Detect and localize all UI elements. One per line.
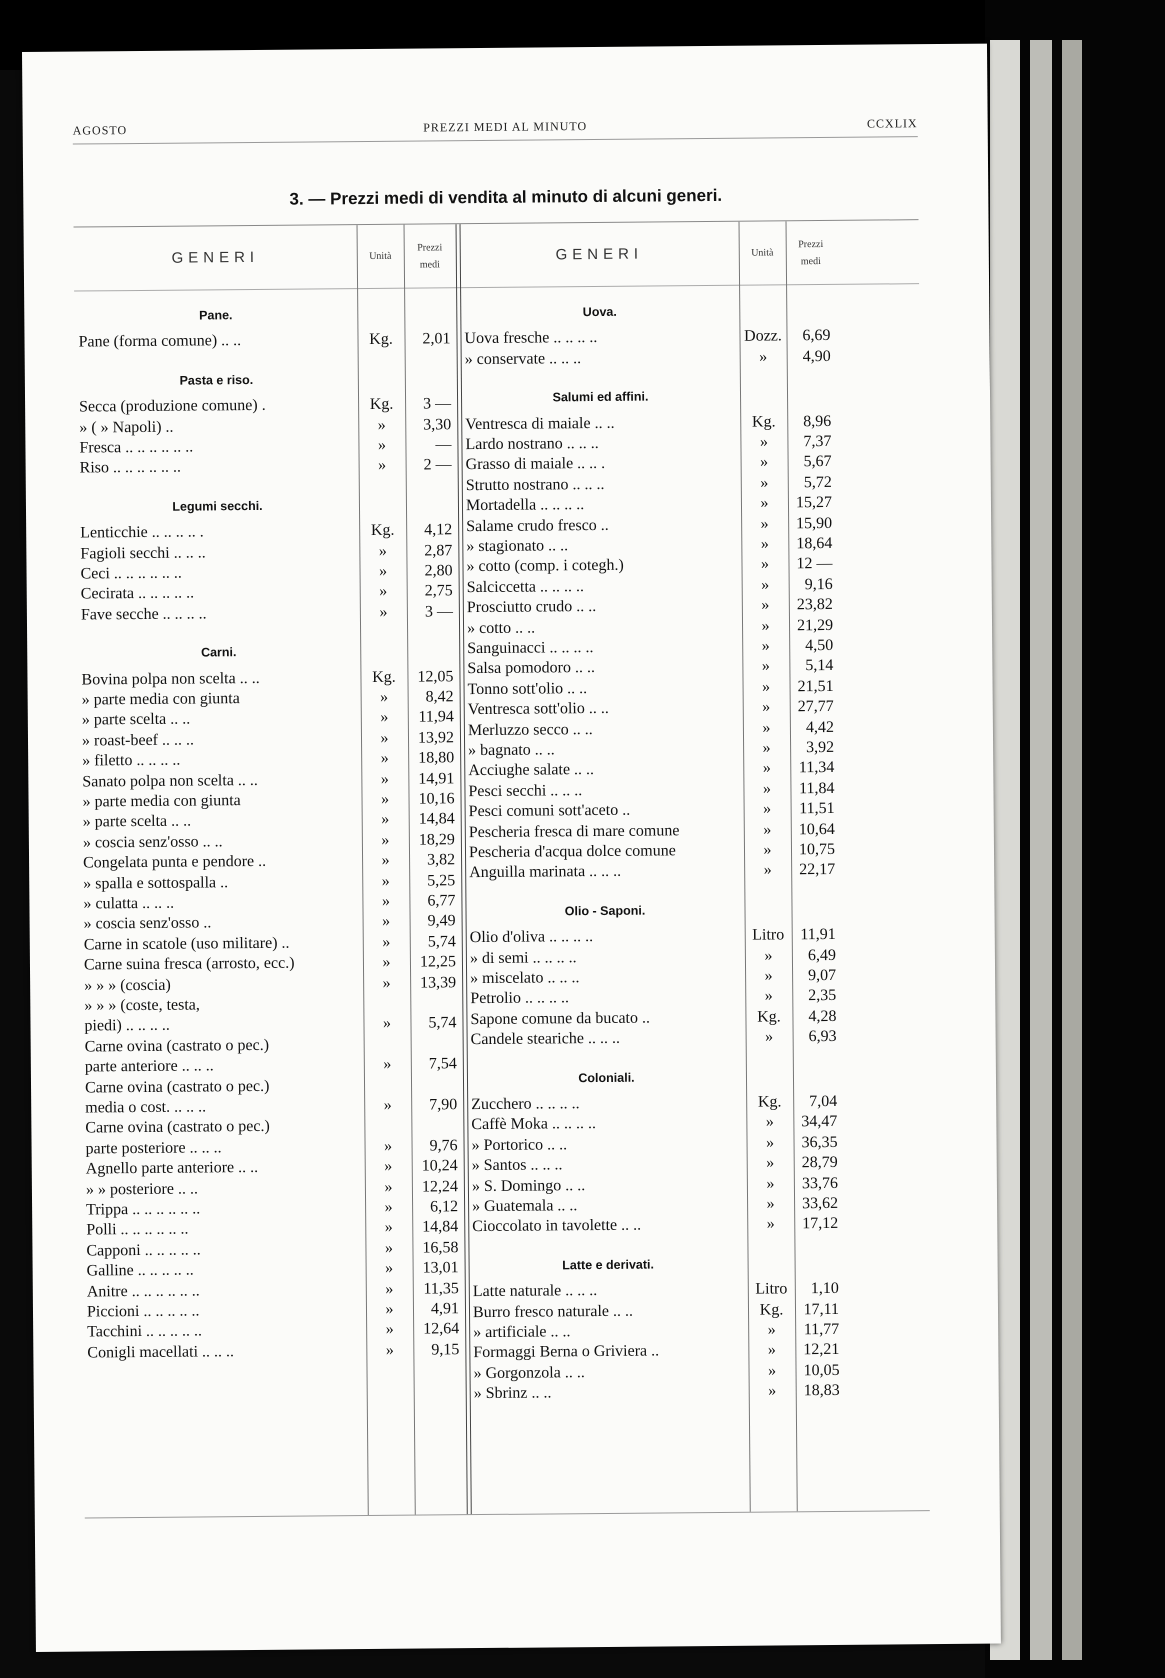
- item-unit: »: [385, 1259, 394, 1278]
- item-unit: Kg.: [757, 1008, 781, 1026]
- item-unit: »: [385, 1300, 394, 1318]
- item-unit: »: [381, 892, 390, 910]
- header-price-line2: medi: [800, 255, 821, 267]
- item-name: » coscia senz'osso .. ..: [82, 833, 223, 852]
- item-unit: »: [763, 821, 772, 839]
- item-price: 34,47: [801, 1113, 838, 1131]
- item-name: » parte media con giunta: [81, 690, 240, 709]
- item-name: » parte scelta .. ..: [82, 812, 192, 831]
- item-price: 10,16: [418, 790, 455, 808]
- item-price: 14,91: [418, 769, 455, 788]
- item-unit: »: [383, 1056, 392, 1074]
- section-title: Olio - Saponi.: [564, 903, 646, 919]
- item-unit: Dozz.: [744, 327, 782, 346]
- item-price: 12,25: [419, 953, 457, 971]
- item-unit: »: [761, 678, 771, 696]
- item-name: Tonno sott'olio .. ..: [467, 679, 588, 698]
- item-name: Carne suina fresca (arrosto, ecc.): [83, 954, 295, 974]
- item-name: Strutto nostrano .. .. ..: [465, 475, 605, 494]
- item-name: Pescheria fresca di mare comune: [468, 821, 680, 841]
- item-name: Prosciutto crudo .. ..: [466, 598, 597, 617]
- item-price: 6,12: [430, 1198, 459, 1216]
- item-price: 1,10: [810, 1280, 839, 1298]
- item-price: 13,39: [420, 973, 457, 992]
- page-edges: [1062, 40, 1082, 1660]
- item-name: Carne ovina (castrato o pec.): [84, 1036, 270, 1056]
- item-unit: »: [382, 974, 391, 992]
- section-heading: [74, 302, 919, 329]
- item-name: Sapone comune da bucato ..: [470, 1009, 651, 1028]
- item-name: Pesci comuni sott'aceto ..: [468, 801, 631, 821]
- item-price: 21,29: [796, 616, 834, 634]
- item-price: 9,15: [431, 1341, 460, 1359]
- item-name: » ( » Napoli) ..: [79, 418, 174, 437]
- item-unit: »: [380, 790, 390, 808]
- header-price-line2: medi: [419, 258, 440, 271]
- item-price: 8,96: [803, 412, 832, 430]
- item-price: 10,64: [798, 820, 835, 838]
- item-price: —: [435, 436, 452, 454]
- item-price: 2,87: [424, 541, 453, 560]
- item-name: Petrolio .. .. .. ..: [470, 989, 570, 1008]
- item-name: Cioccolato in tavolette .. ..: [472, 1217, 642, 1236]
- item-name: Anguilla marinata .. .. ..: [469, 863, 622, 882]
- item-unit: »: [380, 770, 389, 788]
- item-price: 9,16: [804, 575, 833, 593]
- item-price: 9,07: [808, 966, 837, 985]
- item-name: » Gorgonzola .. ..: [473, 1363, 585, 1382]
- item-price: 4,28: [808, 1007, 837, 1025]
- item-name: Acciughe salate .. ..: [468, 761, 595, 780]
- item-price: 10,75: [798, 840, 836, 859]
- item-price: 5,72: [803, 473, 832, 491]
- item-price: 2,35: [808, 987, 837, 1005]
- item-unit: Kg.: [369, 331, 393, 349]
- page-edges: [1030, 40, 1052, 1660]
- item-name: » miscelato .. .. ..: [470, 969, 580, 988]
- item-name: Fagioli secchi .. .. ..: [80, 544, 206, 563]
- item-price: 9,49: [427, 912, 456, 930]
- item-unit: »: [760, 453, 769, 471]
- item-unit: »: [759, 348, 768, 366]
- item-price: 14,84: [418, 810, 455, 828]
- item-unit: »: [383, 1137, 393, 1155]
- item-unit: »: [761, 657, 770, 675]
- item-name: Zucchero .. .. .. ..: [471, 1095, 580, 1114]
- item-price: 21,51: [797, 677, 834, 696]
- section-title: Salumi ed affini.: [552, 389, 649, 405]
- item-unit: »: [381, 852, 390, 870]
- item-unit: »: [378, 457, 387, 475]
- item-price: 13,01: [422, 1259, 459, 1277]
- item-unit: »: [764, 987, 773, 1005]
- item-name: » cotto .. ..: [466, 619, 536, 637]
- item-name: Candele steariche .. .. ..: [470, 1030, 620, 1049]
- item-price: 12,24: [421, 1177, 458, 1196]
- item-unit: »: [760, 555, 770, 573]
- item-name: » » » (coscia): [84, 976, 171, 995]
- item-unit: »: [762, 698, 771, 716]
- item-name: » » posteriore .. ..: [85, 1180, 198, 1199]
- item-name: Ceci .. .. .. .. .. ..: [80, 564, 182, 583]
- item-unit: »: [379, 583, 388, 601]
- item-unit: »: [767, 1321, 776, 1339]
- item-name: Lardo nostrano .. .. ..: [465, 434, 599, 454]
- item-price: 18,83: [803, 1382, 840, 1400]
- item-name: Sanato polpa non scelta .. ..: [82, 771, 258, 791]
- item-unit: »: [767, 1362, 777, 1380]
- item-price: 6,77: [427, 892, 456, 910]
- item-name: Congelata punta e pendore ..: [83, 853, 267, 872]
- item-name: Conigli macellati .. .. ..: [87, 1342, 235, 1362]
- item-unit: »: [381, 872, 390, 890]
- section-title: Carni.: [200, 645, 237, 660]
- item-unit: Litro: [755, 1280, 788, 1298]
- item-name: Anitre .. .. .. .. .. ..: [86, 1282, 200, 1301]
- item-price: 8,42: [425, 688, 454, 706]
- item-name: » Portorico .. ..: [471, 1136, 568, 1154]
- item-name: Caffè Moka .. .. .. ..: [471, 1115, 597, 1134]
- item-name: Polli .. .. .. .. .. ..: [86, 1220, 189, 1239]
- item-unit: »: [382, 1015, 392, 1033]
- item-name: Cecirata .. .. .. .. ..: [80, 584, 195, 603]
- item-name: » parte scelta .. ..: [81, 710, 191, 729]
- item-price: 3,92: [806, 738, 835, 757]
- item-price: 4,12: [424, 521, 453, 539]
- item-name: Pane (forma comune) .. ..: [78, 332, 242, 351]
- price-table: [74, 219, 930, 1518]
- item-price: 11,94: [418, 708, 454, 726]
- item-unit: »: [761, 576, 770, 594]
- item-unit: »: [760, 494, 769, 512]
- item-unit: Litro: [752, 926, 785, 944]
- item-unit: »: [379, 603, 388, 621]
- item-name: Formaggi Berna o Griviera ..: [473, 1342, 660, 1362]
- item-name: Merluzzo secco .. ..: [467, 720, 593, 739]
- item-name: Salciccetta .. .. .. ..: [466, 577, 585, 596]
- item-unit: »: [760, 474, 769, 492]
- item-price: 4,42: [805, 718, 834, 736]
- item-unit: »: [380, 688, 389, 706]
- section-title: Legumi secchi.: [172, 498, 263, 514]
- item-unit: »: [764, 967, 773, 985]
- item-price: 7,37: [803, 432, 832, 451]
- header-unit-left: Unità: [369, 250, 392, 262]
- item-name: Fresca .. .. .. .. .. ..: [79, 438, 194, 457]
- item-name: Piccioni .. .. .. .. ..: [86, 1302, 200, 1321]
- item-price: 7,90: [429, 1096, 458, 1114]
- item-price: 6,69: [802, 327, 831, 345]
- item-unit: »: [759, 433, 769, 451]
- item-name: » Guatemala .. ..: [472, 1197, 578, 1216]
- item-price: 4,90: [802, 347, 831, 365]
- item-name: » stagionato .. ..: [466, 537, 569, 556]
- item-name: Uova fresche .. .. .. ..: [464, 329, 598, 348]
- item-name: » artificiale .. ..: [473, 1323, 571, 1342]
- item-unit: »: [382, 913, 391, 931]
- item-unit: »: [766, 1154, 775, 1172]
- item-name: Riso .. .. .. .. .. ..: [79, 459, 182, 477]
- item-unit: »: [384, 1239, 394, 1257]
- running-header-title: PREZZI MEDI AL MINUTO: [423, 119, 588, 135]
- item-name: » filetto .. .. .. ..: [82, 751, 181, 770]
- item-price: 17,11: [803, 1300, 840, 1318]
- item-unit: »: [766, 1195, 775, 1213]
- item-name: Agnello parte anteriore .. ..: [85, 1159, 259, 1178]
- item-unit: »: [377, 436, 387, 454]
- item-name: Salsa pomodoro .. ..: [467, 659, 596, 678]
- item-unit: »: [378, 542, 387, 560]
- item-name: » » » (coste, testa,: [84, 996, 200, 1015]
- item-price: 27,77: [797, 698, 834, 716]
- item-unit: Kg.: [369, 395, 394, 414]
- item-price: 11,35: [423, 1279, 459, 1298]
- item-name: Carne ovina (castrato o pec.): [85, 1118, 270, 1137]
- item-price: 5,67: [803, 453, 832, 471]
- item-name: Bovina polpa non scelta .. ..: [81, 669, 260, 689]
- item-price: 4,91: [430, 1300, 460, 1318]
- item-price: 28,79: [801, 1154, 838, 1172]
- item-unit: »: [383, 1096, 392, 1114]
- item-unit: »: [761, 596, 770, 614]
- item-price: 15,27: [795, 494, 833, 512]
- item-name: Secca (produzione comune) .: [79, 397, 266, 416]
- item-price: 33,62: [802, 1194, 839, 1213]
- item-price: 12,21: [803, 1341, 840, 1359]
- item-name: piedi) .. .. .. ..: [84, 1017, 170, 1035]
- item-unit: »: [381, 831, 390, 849]
- item-name: » bagnato .. ..: [468, 741, 555, 760]
- item-unit: Kg.: [751, 413, 776, 431]
- item-price: 2,01: [422, 330, 451, 348]
- item-price: 18,80: [418, 749, 455, 767]
- item-unit: »: [378, 562, 388, 580]
- item-unit: »: [380, 729, 389, 747]
- document-page: [22, 44, 1001, 1652]
- item-name: parte posteriore .. .. ..: [85, 1139, 222, 1158]
- item-price: 11,77: [803, 1320, 840, 1339]
- item-price: 3 —: [424, 603, 453, 621]
- item-name: » conservate .. .. ..: [464, 349, 582, 368]
- item-price: 9,76: [429, 1137, 458, 1155]
- page-number: CCXLIX: [866, 116, 918, 131]
- header-price-right: [786, 221, 837, 284]
- item-price: 6,49: [807, 946, 836, 964]
- item-name: media o cost. .. .. ..: [85, 1098, 207, 1117]
- item-unit: »: [760, 535, 769, 553]
- item-name: Sanguinacci .. .. .. ..: [467, 639, 594, 658]
- item-unit: »: [762, 739, 771, 757]
- item-unit: »: [384, 1219, 393, 1237]
- section-title: Coloniali.: [578, 1070, 635, 1085]
- item-unit: »: [385, 1280, 394, 1298]
- item-unit: »: [385, 1321, 394, 1339]
- item-unit: »: [765, 1028, 774, 1046]
- item-price: 15,90: [796, 514, 833, 532]
- item-unit: »: [384, 1198, 393, 1216]
- page-title: 3. — Prezzi medi di vendita al minuto di alcuni generi.: [289, 185, 723, 209]
- item-price: 23,82: [796, 596, 833, 614]
- item-unit: »: [380, 750, 389, 768]
- item-unit: »: [760, 515, 769, 533]
- item-price: 12,64: [423, 1320, 460, 1338]
- item-name: Pesci secchi .. .. ..: [468, 781, 583, 800]
- item-name: » cotto (comp. i cotegh.): [466, 557, 624, 576]
- item-price: 36,35: [801, 1133, 838, 1152]
- header-genre-left: GENERI: [171, 248, 260, 267]
- item-price: 7,54: [428, 1055, 457, 1073]
- item-price: 11,34: [798, 759, 835, 777]
- header-unit-right: Unità: [751, 247, 774, 259]
- item-price: 11,51: [799, 800, 835, 818]
- section-title: Pane.: [199, 308, 233, 323]
- header-price-left: [404, 224, 457, 287]
- item-name: » spalla e sottospalla ..: [83, 873, 229, 893]
- item-name: Trippa .. .. .. .. .. ..: [86, 1200, 201, 1219]
- item-unit: »: [765, 1134, 775, 1152]
- item-price: 5,25: [427, 871, 456, 890]
- item-name: Ventresca sott'olio .. ..: [467, 700, 609, 719]
- item-price: 18,64: [796, 534, 833, 553]
- item-name: Salame crudo fresco ..: [466, 516, 609, 535]
- item-name: Capponi .. .. .. .. ..: [86, 1241, 201, 1260]
- item-price: 22,17: [799, 861, 836, 879]
- item-name: » roast-beef .. .. ..: [81, 731, 195, 750]
- item-name: Olio d'oliva .. .. .. ..: [469, 928, 594, 947]
- item-price: 7,04: [809, 1092, 838, 1111]
- item-price: 18,29: [418, 831, 455, 849]
- item-unit: »: [765, 1113, 774, 1131]
- item-price: 11,84: [798, 779, 835, 798]
- item-name: Lenticchie .. .. .. .. .: [80, 523, 204, 542]
- item-price: 10,24: [421, 1157, 458, 1175]
- item-unit: »: [763, 800, 772, 818]
- item-name: Grasso di maiale .. .. .: [465, 455, 606, 474]
- item-price: 13,92: [417, 729, 455, 747]
- running-header-month: AGOSTO: [72, 123, 128, 138]
- item-unit: »: [762, 759, 771, 777]
- header-price-line1: Prezzi: [798, 238, 824, 250]
- item-unit: »: [762, 780, 772, 798]
- item-unit: »: [377, 416, 386, 434]
- item-name: Carne ovina (castrato o pec.): [84, 1077, 270, 1097]
- item-price: 3,82: [426, 851, 456, 869]
- item-price: 4,50: [805, 636, 834, 655]
- item-price: 6,93: [808, 1028, 837, 1046]
- item-unit: »: [764, 947, 773, 965]
- item-name: » Santos .. .. ..: [471, 1156, 563, 1175]
- item-price: 17,12: [802, 1215, 839, 1233]
- item-name: Carne in scatole (uso militare) ..: [83, 934, 290, 954]
- item-unit: »: [768, 1382, 777, 1400]
- section-title: Uova.: [582, 304, 617, 320]
- item-name: Galline .. .. .. .. ..: [86, 1261, 194, 1280]
- item-unit: »: [767, 1341, 776, 1359]
- item-name: » culatta .. .. ..: [83, 894, 175, 913]
- item-price: 10,05: [803, 1361, 840, 1380]
- item-price: 5,74: [427, 933, 456, 951]
- item-name: » di semi .. .. .. ..: [469, 948, 577, 967]
- item-unit: »: [382, 954, 391, 972]
- item-name: » Sbrinz .. ..: [473, 1384, 552, 1403]
- item-name: Ventresca di maiale .. ..: [465, 414, 615, 433]
- section-title: Pasta e riso.: [179, 372, 254, 388]
- item-unit: »: [381, 811, 390, 829]
- item-price: 3 —: [423, 395, 452, 413]
- item-unit: »: [384, 1157, 393, 1176]
- item-price: 2,75: [424, 582, 453, 600]
- item-name: Pescheria d'acqua dolce comune: [468, 842, 676, 862]
- item-unit: »: [761, 617, 770, 635]
- item-unit: Kg.: [372, 668, 396, 686]
- item-unit: »: [385, 1341, 394, 1359]
- item-name: Tacchini .. .. .. .. ..: [87, 1322, 203, 1341]
- item-price: 33,76: [801, 1174, 838, 1192]
- item-name: » coscia senz'osso ..: [83, 914, 212, 933]
- item-price: 2 —: [423, 456, 452, 474]
- item-price: 5,74: [428, 1014, 457, 1032]
- item-unit: Kg.: [370, 521, 395, 540]
- header-price-line1: Prezzi: [417, 241, 443, 254]
- item-unit: »: [766, 1215, 775, 1233]
- item-name: Burro fresco naturale .. ..: [472, 1302, 634, 1321]
- item-price: 14,84: [422, 1218, 459, 1236]
- item-unit: »: [766, 1175, 775, 1193]
- header-genre-right: GENERI: [555, 245, 644, 264]
- item-name: » parte media con giunta: [82, 792, 241, 811]
- item-name: Latte naturale .. .. ..: [472, 1282, 598, 1301]
- item-unit: »: [762, 719, 771, 737]
- item-unit: Kg.: [757, 1093, 782, 1111]
- item-unit: »: [380, 709, 389, 727]
- item-price: 12,05: [417, 667, 454, 686]
- item-unit: »: [382, 933, 391, 951]
- item-unit: »: [763, 861, 772, 879]
- item-unit: »: [384, 1178, 393, 1196]
- item-unit: Kg.: [759, 1300, 784, 1319]
- item-price: 5,14: [805, 657, 834, 675]
- item-name: Mortadella .. .. .. ..: [465, 496, 585, 515]
- item-price: 3,30: [423, 415, 452, 434]
- item-name: parte anteriore .. .. ..: [84, 1057, 214, 1076]
- item-unit: »: [761, 637, 770, 655]
- item-name: Fave secche .. .. .. ..: [80, 605, 207, 624]
- section-title: Latte e derivati.: [562, 1257, 655, 1273]
- item-unit: »: [763, 841, 772, 859]
- item-price: 2,80: [424, 562, 453, 580]
- item-price: 12 —: [796, 555, 833, 573]
- item-name: » S. Domingo .. ..: [471, 1176, 586, 1195]
- item-price: 16,58: [422, 1239, 459, 1257]
- item-price: 11,91: [800, 926, 836, 944]
